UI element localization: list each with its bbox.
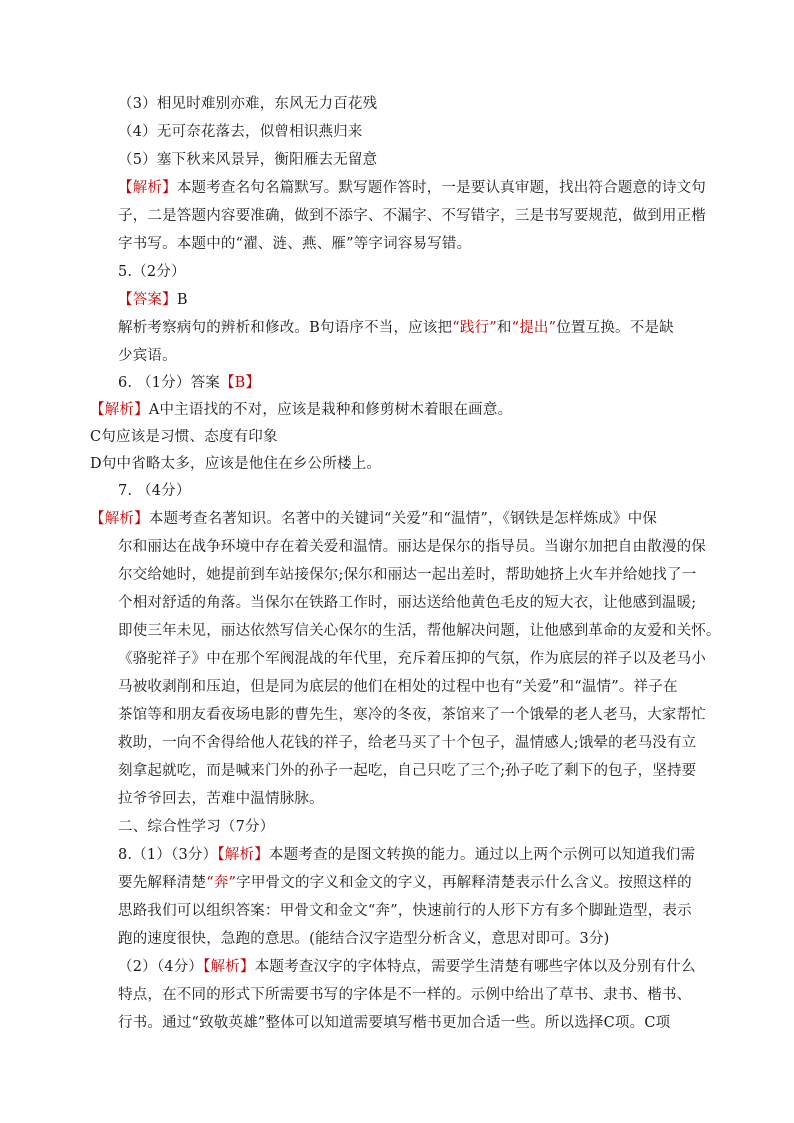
- text-line: 救助，一向不舍得给他人花钱的祥子，给老马买了十个包子，温情感人;饿晕的老马没有立: [118, 735, 697, 751]
- text-line: 马被收剥削和压迫，但是同为底层的他们在相处的过程中也有“关爱”和“温情”。祥子在: [118, 679, 678, 695]
- text-line: 子，二是答题内容要准确，做到不添字、不漏字、不写错字，三是书写要规范，做到用正楷: [118, 208, 706, 224]
- text-line: C句应该是习惯、态度有印象: [90, 429, 278, 445]
- text-line: 【解析】本题考查名句名篇默写。默写题作答时，一是要认真审题，找出符合题意的诗文句: [118, 180, 707, 196]
- text-line: 茶馆等和朋友看夜场电影的曹先生，寒冷的冬夜，茶馆来了一个饿晕的老人老马，大家帮忙: [118, 707, 706, 723]
- text-line: 特点，在不同的形式下所需要书写的字体是不一样的。示例中给出了草书、隶书、楷书、: [118, 987, 692, 1003]
- text-line: 《骆驼祥子》中在那个军阀混战的年代里，充斥着压抑的气氛，作为底层的祥子以及老马小: [118, 651, 706, 667]
- text-line: 尔交给她时，她提前到车站接保尔;保尔和丽达一起出差时，帮助她挤上火车并给她找了一: [118, 567, 697, 583]
- text-line: （2）（4分）【解析】本题考查汉字的字体特点，需要学生清楚有哪些字体以及分别有什么: [118, 959, 696, 975]
- text-line: （3）相见时难别亦难，东风无力百花残: [118, 96, 378, 112]
- text-line: 即使三年未见，丽达依然写信关心保尔的生活，帮他解决问题，让他感到革命的友爱和关怀。: [118, 623, 721, 639]
- text-line: （4）无可奈花落去，似曾相识燕归来: [118, 124, 363, 140]
- text-line: 字书写。本题中的“濯、涟、燕、雁”等字词容易写错。: [118, 236, 472, 252]
- text-line: 【答案】B: [118, 292, 188, 308]
- text-line: 思路我们可以组织答案：甲骨文和金文“奔”，快速前行的人形下方有多个脚趾造型，表示: [118, 903, 692, 919]
- text-line: 少宾语。: [118, 348, 177, 364]
- text-line: 行书。通过“致敬英雄”整体可以知道需要填写楷书更加合适一些。所以选择C项。C项: [118, 1015, 671, 1031]
- text-line: 个相对舒适的角落。当保尔在铁路工作时，丽达送给他黄色毛皮的短大衣，让他感到温暖;: [118, 595, 697, 611]
- section-heading: 二、综合性学习（7分）: [118, 819, 275, 835]
- text-line: 解析考察病句的辨析和修改。B句语序不当，应该把“践行”和“提出”位置互换。不是缺: [118, 320, 674, 336]
- text-line: 刻拿起就吃，而是喊来门外的孙子一起吃，自己只吃了三个;孙子吃了剩下的包子，坚持要: [118, 763, 697, 779]
- text-line: 【解析】A中主语找的不对，应该是栽种和修剪树木着眼在画意。: [90, 402, 513, 418]
- text-line: 跑的速度很快，急跑的意思。(能结合汉字造型分析含义，意思对即可。3分): [118, 931, 610, 947]
- text-line: D句中省略太多，应该是他住在乡公所楼上。: [90, 456, 382, 472]
- text-line: 6. （1分）答案【B】: [118, 375, 261, 391]
- text-line: 要先解释清楚“奔”字甲骨文的字义和金文的字义，再解释清楚表示什么含义。按照这样的: [118, 875, 692, 891]
- text-line: 7. （4分）: [118, 483, 191, 499]
- text-line: 8.（1）（3分）【解析】本题考查的是图文转换的能力。通过以上两个示例可以知道我们需: [118, 847, 696, 863]
- text-line: 5.（2分）: [118, 264, 186, 280]
- text-line: 拉爷爷回去，苦难中温情脉脉。: [118, 791, 324, 807]
- text-line: 【解析】本题考查名著知识。名著中的关键词“关爱”和“温情”，《钢铁是怎样炼成》中保: [90, 511, 658, 527]
- text-line: （5）塞下秋来风景异，衡阳雁去无留意: [118, 152, 378, 168]
- text-line: 尔和丽达在战争环境中存在着关爱和温情。丽达是保尔的指导员。当谢尔加把自由散漫的保: [118, 539, 706, 555]
